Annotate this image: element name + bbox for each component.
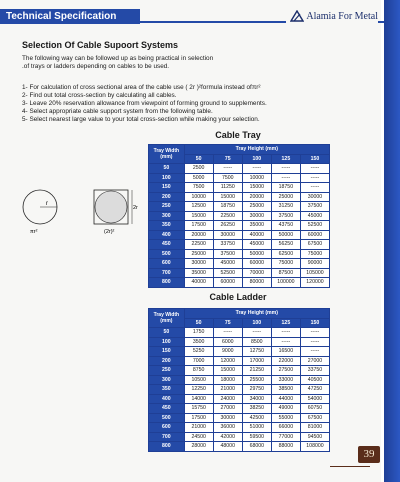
row-width-label: 450 bbox=[149, 240, 185, 250]
row-width-label: 400 bbox=[149, 230, 185, 240]
table-cell: 20000 bbox=[242, 192, 271, 202]
table-cell: 38250 bbox=[242, 404, 271, 414]
table-cell: 100000 bbox=[271, 278, 300, 288]
table-cell: 54000 bbox=[300, 394, 329, 404]
table-cell: 24000 bbox=[213, 394, 242, 404]
table-row bbox=[149, 394, 330, 404]
table-cell: ----- bbox=[213, 164, 242, 174]
table-cell: 28000 bbox=[184, 442, 213, 452]
table-cell: 40000 bbox=[184, 278, 213, 288]
table-cell: 21000 bbox=[184, 423, 213, 433]
table-cell: 12250 bbox=[184, 385, 213, 395]
table-cell: 8750 bbox=[184, 366, 213, 376]
row-width-label: 500 bbox=[149, 249, 185, 259]
row-width-label: 350 bbox=[149, 221, 185, 231]
table-cell: 60000 bbox=[300, 230, 329, 240]
table-row bbox=[149, 442, 330, 452]
cable-ladder-table bbox=[148, 308, 330, 452]
intro-line: .of trays or ladders depending on cables to be used. bbox=[22, 63, 170, 70]
table-cell: 24500 bbox=[184, 432, 213, 442]
table-cell: 25500 bbox=[242, 375, 271, 385]
table-cell: ----- bbox=[300, 164, 329, 174]
row-width-label: 150 bbox=[149, 347, 185, 357]
table-cell: 30000 bbox=[213, 230, 242, 240]
table-cell: 35000 bbox=[184, 268, 213, 278]
table-cell: 60000 bbox=[213, 278, 242, 288]
table-cell: 33750 bbox=[213, 240, 242, 250]
table-cell: 49000 bbox=[271, 404, 300, 414]
step-item: 5- Select nearest large value to your total cross-section while making your selection. bbox=[22, 116, 260, 123]
row-width-label: 200 bbox=[149, 356, 185, 366]
table-row bbox=[149, 164, 330, 174]
table-cell: ----- bbox=[300, 337, 329, 347]
table-cell: 7500 bbox=[213, 173, 242, 183]
table-cell: ----- bbox=[300, 173, 329, 183]
table-row bbox=[149, 432, 330, 442]
table-cell: 45000 bbox=[242, 240, 271, 250]
table-row bbox=[149, 268, 330, 278]
table-cell: ----- bbox=[242, 164, 271, 174]
table-cell: 22500 bbox=[184, 240, 213, 250]
row-width-label: 800 bbox=[149, 442, 185, 452]
table-cell: 7000 bbox=[184, 356, 213, 366]
table-cell: 87500 bbox=[271, 268, 300, 278]
table-cell: 42500 bbox=[242, 413, 271, 423]
table-cell: 15000 bbox=[242, 183, 271, 193]
table-cell: 56250 bbox=[271, 240, 300, 250]
table-cell: 7500 bbox=[184, 183, 213, 193]
table-cell: 30000 bbox=[242, 211, 271, 221]
ladder-height-header: Tray Height (mm) bbox=[184, 309, 329, 319]
table-cell: 45000 bbox=[213, 259, 242, 269]
table-cell: 67500 bbox=[300, 240, 329, 250]
row-width-label: 200 bbox=[149, 192, 185, 202]
cable-area-diagram bbox=[20, 185, 140, 237]
height-col: 100 bbox=[242, 318, 271, 328]
table-cell: 75000 bbox=[271, 259, 300, 269]
tray-height-header: Tray Height (mm) bbox=[184, 145, 329, 155]
row-width-label: 50 bbox=[149, 164, 185, 174]
brand-name: Alamia For Metal bbox=[306, 10, 378, 22]
table-cell: 50000 bbox=[271, 230, 300, 240]
cable-tray-table bbox=[148, 144, 330, 288]
table-cell: 68000 bbox=[242, 442, 271, 452]
table-cell: 27500 bbox=[271, 366, 300, 376]
table-cell: 12750 bbox=[242, 347, 271, 357]
table-cell: 67500 bbox=[300, 413, 329, 423]
table-cell: 27000 bbox=[300, 356, 329, 366]
table-cell: 17500 bbox=[184, 221, 213, 231]
table-cell: 10000 bbox=[242, 173, 271, 183]
table-cell: 120000 bbox=[300, 278, 329, 288]
steps-list bbox=[22, 84, 352, 124]
table-cell: 17500 bbox=[184, 413, 213, 423]
table-row bbox=[149, 173, 330, 183]
table-cell: 45000 bbox=[300, 211, 329, 221]
row-width-label: 250 bbox=[149, 366, 185, 376]
table-cell: 33000 bbox=[271, 375, 300, 385]
table-cell: 6000 bbox=[213, 337, 242, 347]
step-item: 1- For calculation of cross sectional area of the cable use ( 2r )²formula instead ofπr² bbox=[22, 84, 261, 91]
table-cell: 25000 bbox=[242, 202, 271, 212]
table-cell: 15000 bbox=[213, 366, 242, 376]
tray-table-body bbox=[149, 164, 330, 288]
table-cell: 21250 bbox=[242, 366, 271, 376]
row-width-label: 800 bbox=[149, 278, 185, 288]
table-row bbox=[149, 211, 330, 221]
table-row bbox=[149, 347, 330, 357]
table-cell: 12500 bbox=[184, 202, 213, 212]
row-width-label: 300 bbox=[149, 211, 185, 221]
cable-ladder-title: Cable Ladder bbox=[209, 292, 267, 302]
table-cell: 26250 bbox=[213, 221, 242, 231]
table-cell: 9000 bbox=[213, 347, 242, 357]
table-cell: 16500 bbox=[271, 347, 300, 357]
brand-logo-icon bbox=[290, 10, 304, 22]
table-row bbox=[149, 413, 330, 423]
table-row bbox=[149, 356, 330, 366]
row-width-label: 700 bbox=[149, 268, 185, 278]
header-title: Technical Specification bbox=[0, 9, 140, 24]
table-cell: 43750 bbox=[271, 221, 300, 231]
table-row bbox=[149, 423, 330, 433]
side-length-label: 2r bbox=[133, 205, 138, 211]
table-cell: 18750 bbox=[213, 202, 242, 212]
table-row bbox=[149, 385, 330, 395]
height-col: 50 bbox=[184, 154, 213, 164]
row-width-label: 100 bbox=[149, 173, 185, 183]
table-cell: 70000 bbox=[242, 268, 271, 278]
page-number-rule bbox=[330, 466, 370, 467]
table-cell: 66000 bbox=[271, 423, 300, 433]
table-cell: 40000 bbox=[242, 230, 271, 240]
table-row bbox=[149, 183, 330, 193]
table-cell: 30000 bbox=[213, 413, 242, 423]
table-cell: 37500 bbox=[300, 202, 329, 212]
step-item: 2- Find out total cross-section by calculating all cables. bbox=[22, 92, 177, 99]
brand bbox=[286, 9, 378, 23]
table-cell: 1750 bbox=[184, 328, 213, 338]
row-width-label: 50 bbox=[149, 328, 185, 338]
row-width-label: 250 bbox=[149, 202, 185, 212]
table-cell: 42000 bbox=[213, 432, 242, 442]
table-cell: 14000 bbox=[184, 394, 213, 404]
table-cell: 27000 bbox=[213, 404, 242, 414]
table-row bbox=[149, 259, 330, 269]
table-cell: 60000 bbox=[242, 259, 271, 269]
height-col: 125 bbox=[271, 318, 300, 328]
cable-tray-title: Cable Tray bbox=[215, 130, 261, 140]
height-col: 50 bbox=[184, 318, 213, 328]
page-number: 39 bbox=[358, 446, 380, 463]
table-cell: 30000 bbox=[300, 192, 329, 202]
square-area-label: (2r)² bbox=[104, 229, 115, 235]
table-cell: 50000 bbox=[242, 249, 271, 259]
table-cell: 80000 bbox=[242, 278, 271, 288]
table-cell: 81000 bbox=[300, 423, 329, 433]
table-cell: ----- bbox=[300, 183, 329, 193]
table-row bbox=[149, 337, 330, 347]
table-cell: 25000 bbox=[184, 249, 213, 259]
row-width-label: 400 bbox=[149, 394, 185, 404]
height-col: 150 bbox=[300, 318, 329, 328]
inner-cable-shape bbox=[95, 191, 127, 223]
table-row bbox=[149, 192, 330, 202]
circle-area-label: πr² bbox=[30, 229, 38, 235]
table-cell: 108000 bbox=[300, 442, 329, 452]
table-cell: 51000 bbox=[242, 423, 271, 433]
table-cell: 11250 bbox=[213, 183, 242, 193]
table-cell: 48000 bbox=[213, 442, 242, 452]
height-col: 125 bbox=[271, 154, 300, 164]
table-cell: 8500 bbox=[242, 337, 271, 347]
table-cell: 33750 bbox=[300, 366, 329, 376]
table-cell: ----- bbox=[271, 328, 300, 338]
table-cell: 60750 bbox=[300, 404, 329, 414]
table-cell: 52500 bbox=[300, 221, 329, 231]
table-cell: ----- bbox=[271, 173, 300, 183]
table-row bbox=[149, 366, 330, 376]
table-cell: 35000 bbox=[242, 221, 271, 231]
table-cell: 12000 bbox=[213, 356, 242, 366]
table-cell: 31250 bbox=[271, 202, 300, 212]
height-col: 100 bbox=[242, 154, 271, 164]
table-cell: 2500 bbox=[184, 164, 213, 174]
step-item: 4- Select appropriate cable support system from the following table. bbox=[22, 108, 213, 115]
table-cell: ----- bbox=[300, 347, 329, 357]
height-col: 75 bbox=[213, 318, 242, 328]
radius-label: r bbox=[46, 201, 48, 207]
height-col: 75 bbox=[213, 154, 242, 164]
row-width-label: 600 bbox=[149, 259, 185, 269]
row-width-label: 600 bbox=[149, 423, 185, 433]
table-cell: 90000 bbox=[300, 259, 329, 269]
row-width-label: 450 bbox=[149, 404, 185, 414]
table-cell: 59500 bbox=[242, 432, 271, 442]
table-row bbox=[149, 278, 330, 288]
table-cell: 15750 bbox=[184, 404, 213, 414]
ladder-table-body bbox=[149, 328, 330, 452]
table-cell: 17000 bbox=[242, 356, 271, 366]
table-cell: 105000 bbox=[300, 268, 329, 278]
table-row bbox=[149, 240, 330, 250]
table-cell: 22500 bbox=[213, 211, 242, 221]
table-cell: 62500 bbox=[271, 249, 300, 259]
table-row bbox=[149, 221, 330, 231]
table-cell: 52500 bbox=[213, 268, 242, 278]
table-cell: ----- bbox=[242, 328, 271, 338]
table-cell: 18000 bbox=[213, 375, 242, 385]
table-cell: 88000 bbox=[271, 442, 300, 452]
intro-line: The following way can be followed up as being practical in selection bbox=[22, 55, 214, 62]
table-cell: 77000 bbox=[271, 432, 300, 442]
row-width-label: 100 bbox=[149, 337, 185, 347]
ladder-width-header: Tray Width (mm) bbox=[149, 309, 185, 328]
table-cell: ----- bbox=[271, 337, 300, 347]
table-cell: ----- bbox=[213, 328, 242, 338]
table-cell: 44000 bbox=[271, 394, 300, 404]
table-cell: 25000 bbox=[271, 192, 300, 202]
table-row bbox=[149, 202, 330, 212]
table-cell: 94500 bbox=[300, 432, 329, 442]
row-width-label: 150 bbox=[149, 183, 185, 193]
table-cell: ----- bbox=[300, 328, 329, 338]
table-cell: ----- bbox=[271, 164, 300, 174]
table-cell: 37500 bbox=[271, 211, 300, 221]
intro-paragraph bbox=[22, 55, 342, 71]
table-cell: 75000 bbox=[300, 249, 329, 259]
table-cell: 30000 bbox=[184, 259, 213, 269]
table-cell: 55000 bbox=[271, 413, 300, 423]
table-cell: 38500 bbox=[271, 385, 300, 395]
side-color-band bbox=[384, 0, 400, 482]
table-cell: 29750 bbox=[242, 385, 271, 395]
table-cell: 3500 bbox=[184, 337, 213, 347]
table-cell: 10000 bbox=[184, 192, 213, 202]
table-cell: 34000 bbox=[242, 394, 271, 404]
row-width-label: 500 bbox=[149, 413, 185, 423]
table-cell: 18750 bbox=[271, 183, 300, 193]
table-row bbox=[149, 230, 330, 240]
step-item: 3- Leave 20% reservation allowance from viewpoint of forming ground to supplements. bbox=[22, 100, 267, 107]
table-row bbox=[149, 328, 330, 338]
table-cell: 20000 bbox=[184, 230, 213, 240]
table-cell: 10500 bbox=[184, 375, 213, 385]
tray-width-header: Tray Width (mm) bbox=[149, 145, 185, 164]
table-cell: 15000 bbox=[213, 192, 242, 202]
table-row bbox=[149, 375, 330, 385]
row-width-label: 700 bbox=[149, 432, 185, 442]
table-cell: 15000 bbox=[184, 211, 213, 221]
table-cell: 47250 bbox=[300, 385, 329, 395]
row-width-label: 300 bbox=[149, 375, 185, 385]
table-cell: 40500 bbox=[300, 375, 329, 385]
section-title: Selection Of Cable Supoort Systems bbox=[22, 40, 179, 50]
table-cell: 22000 bbox=[271, 356, 300, 366]
table-cell: 5000 bbox=[184, 173, 213, 183]
table-row bbox=[149, 249, 330, 259]
table-cell: 36000 bbox=[213, 423, 242, 433]
row-width-label: 350 bbox=[149, 385, 185, 395]
table-cell: 5250 bbox=[184, 347, 213, 357]
table-row bbox=[149, 404, 330, 414]
height-col: 150 bbox=[300, 154, 329, 164]
table-cell: 21000 bbox=[213, 385, 242, 395]
table-cell: 37500 bbox=[213, 249, 242, 259]
